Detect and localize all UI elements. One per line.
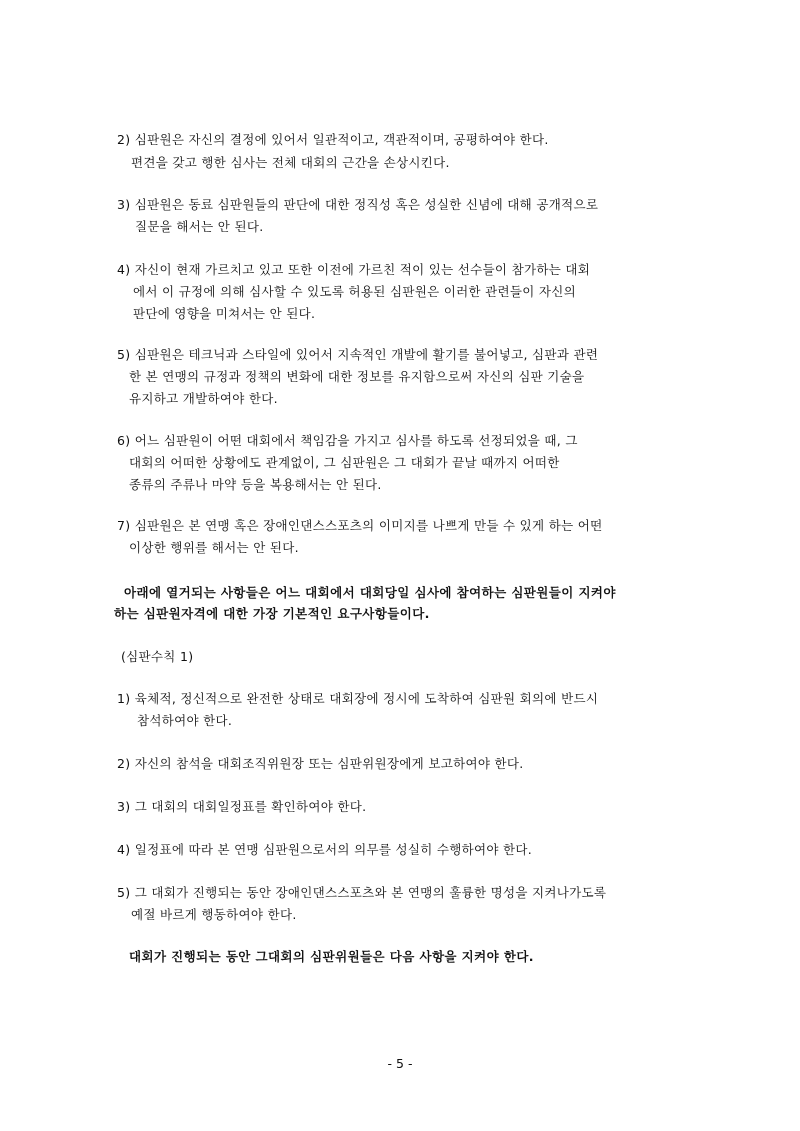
rule-6-line-2: 대회의 어떠한 상황에도 관계없이, 그 심판원은 그 대회가 끝날 때까지 어떠한 — [129, 455, 560, 470]
rule-b5-line-2: 예절 바르게 행동하여야 한다. — [131, 907, 297, 922]
rule-b5-line-1: 5) 그 대회가 진행되는 동안 장애인댄스스포츠와 본 연맹의 훌륭한 명성을 지켜나가도록 — [117, 885, 607, 900]
rule-2-line-2: 편견을 갖고 행한 심사는 전체 대회의 근간을 손상시킨다. — [131, 155, 450, 170]
rule-7-line-2: 이상한 행위를 해서는 안 된다. — [129, 540, 299, 555]
rule-3-line-2: 질문을 해서는 안 된다. — [135, 219, 264, 234]
rule-2-line-1: 2) 심판원은 자신의 결정에 있어서 일관적이고, 객관적이며, 공평하여야 한다. — [117, 132, 549, 147]
rule-3-line-1: 3) 심판원은 동료 심판원들의 판단에 대한 정직성 혹은 성실한 신념에 대해 공개적으로 — [117, 197, 599, 212]
intro-line-2: 하는 심판원자격에 대한 가장 기본적인 요구사항들이다. — [114, 606, 430, 621]
page-number: - 5 - — [387, 1056, 413, 1071]
section-title: (심판수칙 1) — [121, 649, 194, 664]
rule-4-line-2: 에서 이 규정에 의해 심사할 수 있도록 허용된 심판원은 이러한 관련들이 자신의 — [133, 284, 577, 299]
rule-7-line-1: 7) 심판원은 본 연맹 혹은 장애인댄스스포츠의 이미지를 나쁘게 만들 수 있게 하는 어떤 — [117, 518, 603, 533]
rule-b1-line-1: 1) 육체적, 정신적으로 완전한 상태로 대회장에 정시에 도착하여 심판원 회의에 반드시 — [117, 691, 599, 706]
rule-b1-line-2: 참석하여야 한다. — [137, 713, 233, 728]
rule-6-line-1: 6) 어느 심판원이 어떤 대회에서 책임감을 가지고 심사를 하도록 선정되었을 때, 그 — [117, 433, 578, 448]
rule-6-line-3: 종류의 주류나 마약 등을 복용해서는 안 된다. — [129, 477, 382, 492]
rule-b2-line-1: 2) 자신의 참석을 대회조직위원장 또는 심판위원장에게 보고하여야 한다. — [117, 756, 524, 771]
rule-b3-line-1: 3) 그 대회의 대회일정표를 확인하여야 한다. — [117, 799, 367, 814]
rule-4-line-3: 판단에 영향을 미쳐서는 안 된다. — [133, 306, 316, 321]
rule-4-line-1: 4) 자신이 현재 가르치고 있고 또한 이전에 가르친 적이 있는 선수들이 참가하는 대회 — [117, 262, 591, 277]
rule-b4-line-1: 4) 일정표에 따라 본 연맹 심판원으로서의 의무를 성실히 수행하여야 한다. — [117, 842, 533, 857]
closing-statement: 대회가 진행되는 동안 그대회의 심판위원들은 다음 사항을 지켜야 한다. — [129, 949, 534, 964]
rule-5-line-2: 한 본 연맹의 규정과 정책의 변화에 대한 정보를 유지함으로써 자신의 심판 기술을 — [129, 369, 585, 384]
intro-line-1: 아래에 열거되는 사항들은 어느 대회에서 대회당일 심사에 참여하는 심판원들이 지켜야 — [124, 585, 616, 600]
rule-5-line-3: 유지하고 개발하여야 한다. — [129, 391, 278, 406]
rule-5-line-1: 5) 심판원은 테크닉과 스타일에 있어서 지속적인 개발에 활기를 불어넣고, 심판과 관련 — [117, 347, 599, 362]
